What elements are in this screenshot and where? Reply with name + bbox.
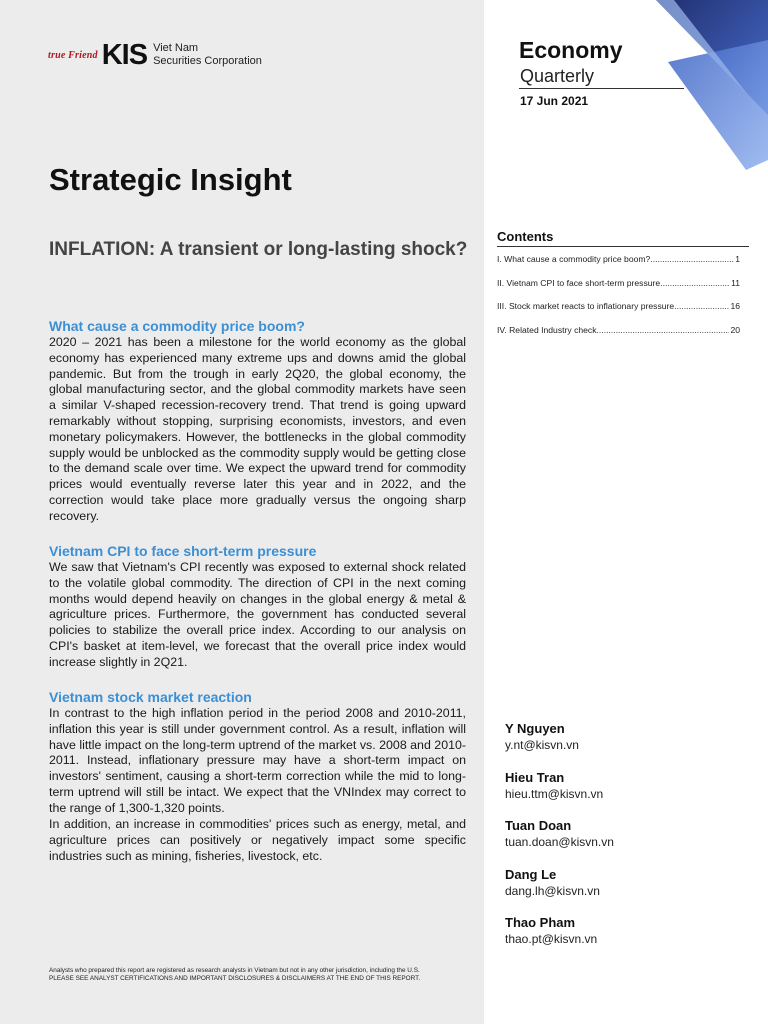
analyst-name: Thao Pham bbox=[505, 915, 576, 930]
toc-item-label: II. Vietnam CPI to face short-term pressure bbox=[497, 277, 661, 288]
analyst-entry bbox=[505, 915, 745, 964]
report-subtitle: INFLATION: A transient or long-lasting shock? bbox=[49, 239, 468, 260]
analyst-name: Dang Le bbox=[505, 866, 557, 882]
toc-item-page: 16 bbox=[730, 301, 740, 312]
logo-true-friend: true Friend bbox=[48, 49, 98, 61]
disclaimer-line-1: Analysts who prepared this report are registered as research analysts in Vietnam but not in any other jurisdiction, including the U.S. bbox=[49, 967, 420, 974]
logo-line-1: Viet Nam bbox=[153, 42, 199, 54]
analyst-name: Tuan Doan bbox=[505, 818, 572, 833]
corner-decoration bbox=[628, 0, 768, 170]
toc-item[interactable] bbox=[497, 254, 740, 278]
toc-item-label: IV. Related Industry check bbox=[497, 324, 597, 335]
analyst-email-link[interactable]: tuan.doan@kisvn.vn bbox=[505, 835, 614, 849]
analyst-email-link[interactable]: dang.lh@kisvn.vn bbox=[505, 883, 600, 898]
analyst-entry bbox=[505, 721, 745, 770]
contents-title: Contents bbox=[497, 229, 554, 244]
section-body-commodity: 2020 – 2021 has been a milestone for the world economy as the global economy has experienced many extreme ups and downs amid the global pandemic. But from the trough in early 2Q20, the global economy, the global manufacturing sector, and the global commodity markets have seen a similar V-shaped recession-recovery trend. That trend is going upward remarkably without stopping, surprising economists, investors, and even monetary policymakers. However, the bottlenecks in the global commodity supply would be unblocked as the commodity supply would be getting close to the demand scale over time. We expect the upward trend for commodity prices would eventually reverse later this year and in 2022, and the correction would take place more gradually versus the ongoing sharp recovery. bbox=[49, 335, 466, 523]
toc-item-page: 20 bbox=[730, 324, 740, 335]
report-date: 17 Jun 2021 bbox=[520, 94, 589, 108]
section-body-stock-2: In addition, an increase in commodities' prices such as energy, metal, and agriculture prices can positively or negatively impact some specific industries such as mining, fisheries, livestock, etc. bbox=[49, 817, 466, 863]
logo-subtitle bbox=[153, 42, 262, 68]
toc-item[interactable] bbox=[497, 278, 740, 302]
toc-dot-leader bbox=[650, 254, 734, 264]
toc-dot-leader bbox=[597, 325, 730, 335]
analyst-entry bbox=[505, 818, 745, 867]
toc-item[interactable] bbox=[497, 325, 740, 349]
toc-item-page: 1 bbox=[735, 254, 740, 264]
toc-item[interactable] bbox=[497, 301, 740, 325]
analyst-entry bbox=[505, 770, 745, 819]
analyst-name: Y Nguyen bbox=[505, 721, 565, 736]
section-heading-commodity: What cause a commodity price boom? bbox=[49, 318, 305, 334]
kis-logo bbox=[48, 38, 262, 72]
contents-rule bbox=[497, 246, 749, 247]
section-body-cpi: We saw that Vietnam's CPI recently was exposed to external shock related to the volatile global commodity. The direction of CPI in the next coming months would depend heavily on changes in the global energy & metal & agriculture prices. Furthermore, the government has conducted several policies to stabilize the overall price index. According to our analysis on CPI's basket at item-level, we forecast that the overall price index would increase slightly in 2Q21. bbox=[49, 560, 466, 669]
analyst-list bbox=[505, 721, 745, 964]
toc-item-label: I. What cause a commodity price boom? bbox=[497, 254, 651, 264]
analyst-entry bbox=[505, 867, 745, 916]
report-category: Economy bbox=[519, 37, 623, 63]
disclaimer bbox=[49, 967, 479, 983]
analyst-email-link[interactable]: hieu.ttm@kisvn.vn bbox=[505, 786, 604, 801]
toc-dot-leader bbox=[674, 301, 729, 311]
logo-line-2: Securities Corporation bbox=[153, 55, 262, 67]
report-frequency: Quarterly bbox=[520, 66, 595, 86]
report-title: Strategic Insight bbox=[49, 162, 292, 197]
table-of-contents bbox=[497, 254, 740, 348]
section-body-stock-1: In contrast to the high inflation period in the period 2008 and 2010-2011, inflation this year is still under government control. As a result, inflation will have little impact on the long-term uptrend of the market vs. 2008 and 2010-2011. Instead, inflationary pressure may have a short-term impact on investors' sentiment, causing a short-term correction while the mid to long-term uptrend will still be intact. We expect that the VNIndex may correct to the range of 1,300-1,320 points. bbox=[49, 706, 466, 815]
toc-item-label: III. Stock market reacts to inflationary pressure bbox=[497, 301, 675, 312]
analyst-email-link[interactable]: thao.pt@kisvn.vn bbox=[505, 932, 598, 946]
disclaimer-line-2: PLEASE SEE ANALYST CERTIFICATIONS AND IMPORTANT DISCLOSURES & DISCLAIMERS AT THE END OF THIS REPORT. bbox=[49, 975, 421, 982]
analyst-email-link[interactable]: y.nt@kisvn.vn bbox=[505, 738, 579, 752]
header-rule bbox=[519, 88, 684, 89]
analyst-name: Hieu Tran bbox=[505, 769, 565, 785]
section-heading-cpi: Vietnam CPI to face short-term pressure bbox=[49, 543, 317, 559]
toc-item-page: 11 bbox=[731, 277, 740, 288]
toc-dot-leader bbox=[660, 278, 730, 288]
section-heading-stock: Vietnam stock market reaction bbox=[49, 689, 252, 705]
logo-kis: KIS bbox=[101, 38, 148, 71]
